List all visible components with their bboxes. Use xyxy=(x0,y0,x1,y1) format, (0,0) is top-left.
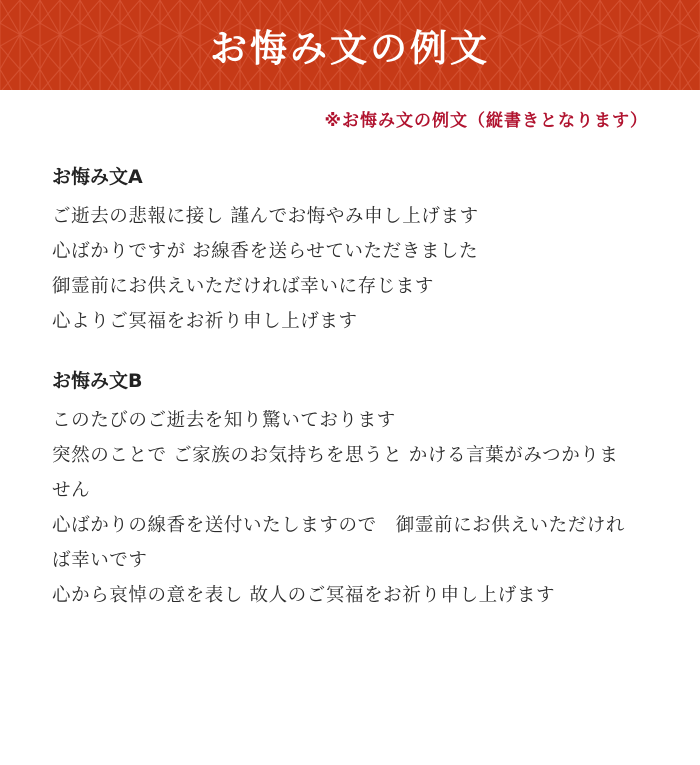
message-line: ご逝去の悲報に接し 謹んでお悔やみ申し上げます xyxy=(52,206,479,227)
message-lines xyxy=(52,403,662,613)
message-line: 心から哀悼の意を表し 故人のご冥福をお祈り申し上げます xyxy=(52,585,556,606)
message-lines xyxy=(52,199,662,339)
page-title: お悔み文の例文 xyxy=(210,27,490,70)
section-title: お悔み文A xyxy=(52,166,143,188)
message-line: せん xyxy=(52,480,91,501)
message-line: 心ばかりの線香を送付いたしますので 御霊前にお供えいただけれ xyxy=(52,515,626,536)
section-title: お悔み文B xyxy=(52,370,143,392)
header-banner xyxy=(0,0,700,90)
condolence-section-a xyxy=(52,163,662,339)
message-line: 突然のことで ご家族のお気持ちを思うと かける言葉がみつかりま xyxy=(52,445,619,466)
vertical-writing-note: ※お悔み文の例文（縦書きとなります） xyxy=(324,111,648,131)
message-line: 心ばかりですが お線香を送らせていただきました xyxy=(52,241,479,262)
condolence-section-b xyxy=(52,367,662,613)
message-line: 心よりご冥福をお祈り申し上げます xyxy=(52,311,358,332)
message-line: ば幸いです xyxy=(52,550,148,571)
message-line: このたびのご逝去を知り驚いております xyxy=(52,410,396,431)
message-line: 御霊前にお供えいただければ幸いに存じます xyxy=(52,276,435,297)
